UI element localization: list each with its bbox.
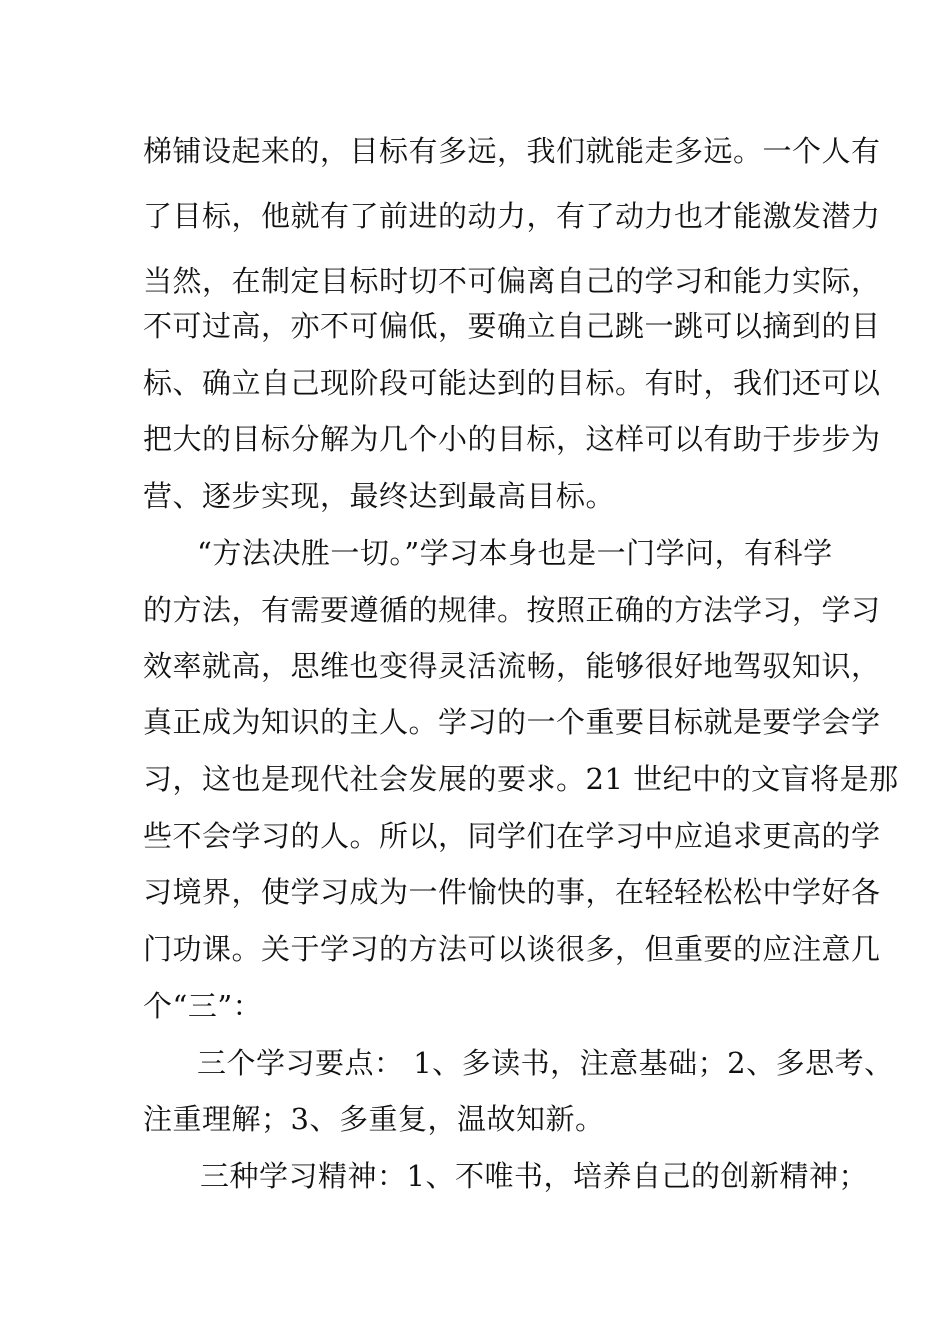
text-line: “方法决胜一切。”学习本身也是一门学问，有科学: [197, 536, 833, 570]
text-line: 了目标，他就有了前进的动力，有了动力也才能激发潜力: [143, 199, 881, 233]
text-line: 梯铺设起来的，目标有多远，我们就能走多远。一个人有: [143, 134, 881, 168]
text-line: 三种学习精神：1、不唯书，培养自己的创新精神；: [200, 1159, 868, 1193]
text-line: 真正成为知识的主人。学习的一个重要目标就是要学会学: [143, 705, 881, 739]
text-line: 当然，在制定目标时切不可偏离自己的学习和能力实际，: [143, 264, 881, 298]
text-line: 个“三”：: [143, 989, 263, 1023]
text-line: 把大的目标分解为几个小的目标，这样可以有助于步步为: [143, 422, 881, 456]
text-line: 门功课。关于学习的方法可以谈很多，但重要的应注意几: [143, 932, 881, 966]
text-line: 营、逐步实现，最终达到最高目标。: [143, 479, 616, 513]
text-line: 标、确立自己现阶段可能达到的目标。有时，我们还可以: [143, 366, 881, 400]
text-line: 的方法，有需要遵循的规律。按照正确的方法学习，学习: [143, 593, 881, 627]
text-line: 不可过高，亦不可偏低，要确立自己跳一跳可以摘到的目: [143, 309, 881, 343]
text-line: 效率就高，思维也变得灵活流畅，能够很好地驾驭知识，: [143, 649, 881, 683]
text-line: 些不会学习的人。所以，同学们在学习中应追求更高的学: [143, 819, 881, 853]
text-line: 习，这也是现代社会发展的要求。21 世纪中的文盲将是那: [143, 762, 899, 796]
text-line: 三个学习要点： 1、多读书，注意基础；2、多思考、: [197, 1046, 894, 1080]
text-line: 习境界，使学习成为一件愉快的事，在轻轻松松中学好各: [143, 875, 881, 909]
text-line: 注重理解；3、多重复，温故知新。: [143, 1102, 605, 1136]
